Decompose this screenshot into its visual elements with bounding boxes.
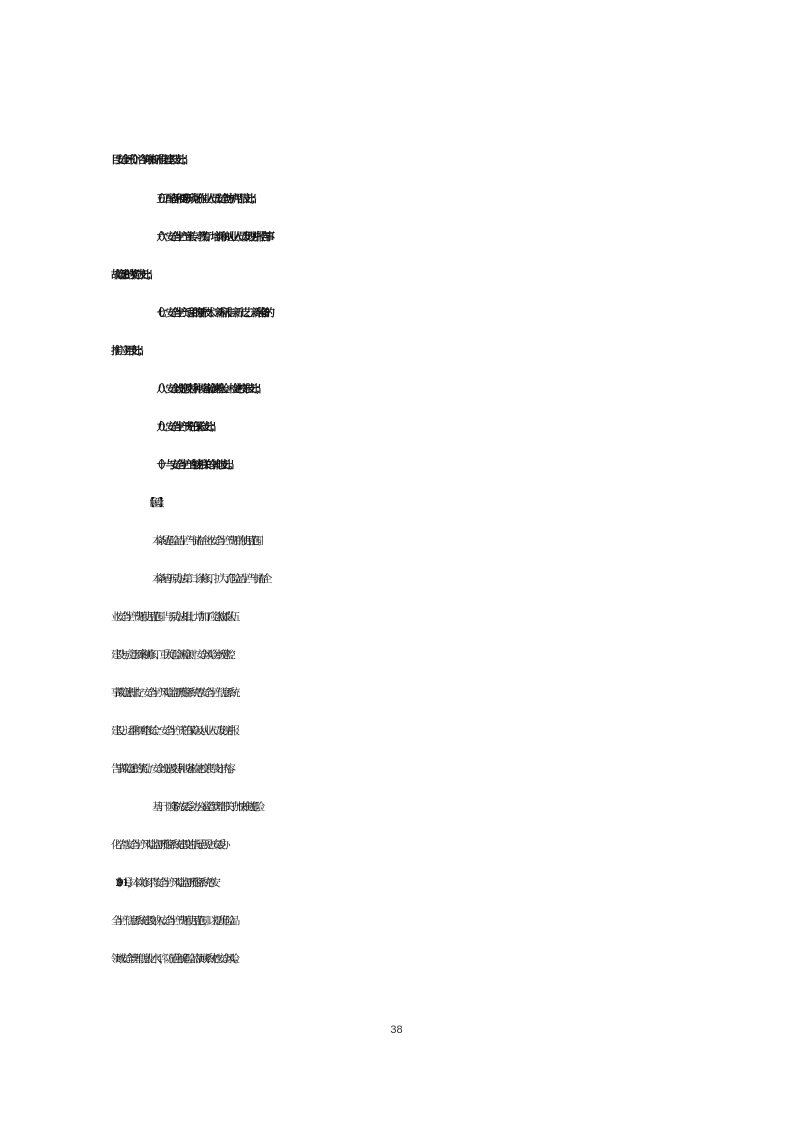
item-line: 推广应用支出； — [111, 345, 143, 357]
paragraph-line: 业安全生产费用使用范围。与原办法相比，增加了应急救援队伍 — [111, 611, 235, 623]
paragraph-line: 基于《国务院安委会办公室 应急管理部关于加快推进危险 — [152, 801, 260, 813]
paragraph-line: 建设、运维和网络安全、安全生产责任保险及从业人员发现并报 — [111, 725, 235, 737]
paragraph-line: 本条基于原办法第二十条修订，扩大了危险品生产与储存企 — [152, 573, 267, 585]
paragraph-line: 告事故隐患的奖励、安全设施及特种设备检定校准等支出内容。 — [111, 763, 235, 775]
item-line: （十）与安全生产直接相关的其他支出。 — [152, 459, 233, 471]
interpretation-heading: 【解读】 — [145, 497, 163, 509]
paragraph-line: 本条是危险品生产与储存企业安全生产费用的使用范围。 — [152, 535, 262, 547]
paragraph-line: 〔2019〕11号），本次修订将安全生产风险监测预警系统等安 — [111, 877, 215, 889]
item-line: （六）安全生产宣传、教育、培训和从业人员发现并报告事 — [152, 231, 269, 243]
item-line: 故隐患的奖励支出； — [111, 269, 152, 281]
item-line: 目安全评价）、咨询和标准化建设支出； — [111, 154, 187, 166]
paragraph-line: 化学品安全生产风险监测预警系统建设的指导意见》（安委办 — [111, 839, 225, 851]
item-line: （九）安全生产责任保险支出； — [152, 421, 215, 433]
paragraph-line: 事故隐患排查、安全生产风险监测预警系统等安全生产信息系统 — [111, 687, 235, 699]
item-line: （五）配备和更新现场作业人员安全防护用品支出； — [152, 193, 256, 205]
page-number: 38 — [390, 1024, 403, 1036]
item-line: （八）安全设施及特种设备检测检验、检定校准支出； — [152, 383, 260, 395]
paragraph-line: 全生产信息系统建设纳入安全生产费用使用范围，以提升危险品 — [111, 915, 235, 927]
item-line: （七）安全生产适用的新技术、新标准、新工艺、新装备的 — [152, 307, 269, 319]
paragraph-line: 建设与应急预案制修订、重大危险源检测、安全风险分级管控、 — [111, 649, 235, 661]
paragraph-line: 领域安全管理信息化水平，防范化解危险品领域系统性安全风险。 — [111, 953, 239, 965]
